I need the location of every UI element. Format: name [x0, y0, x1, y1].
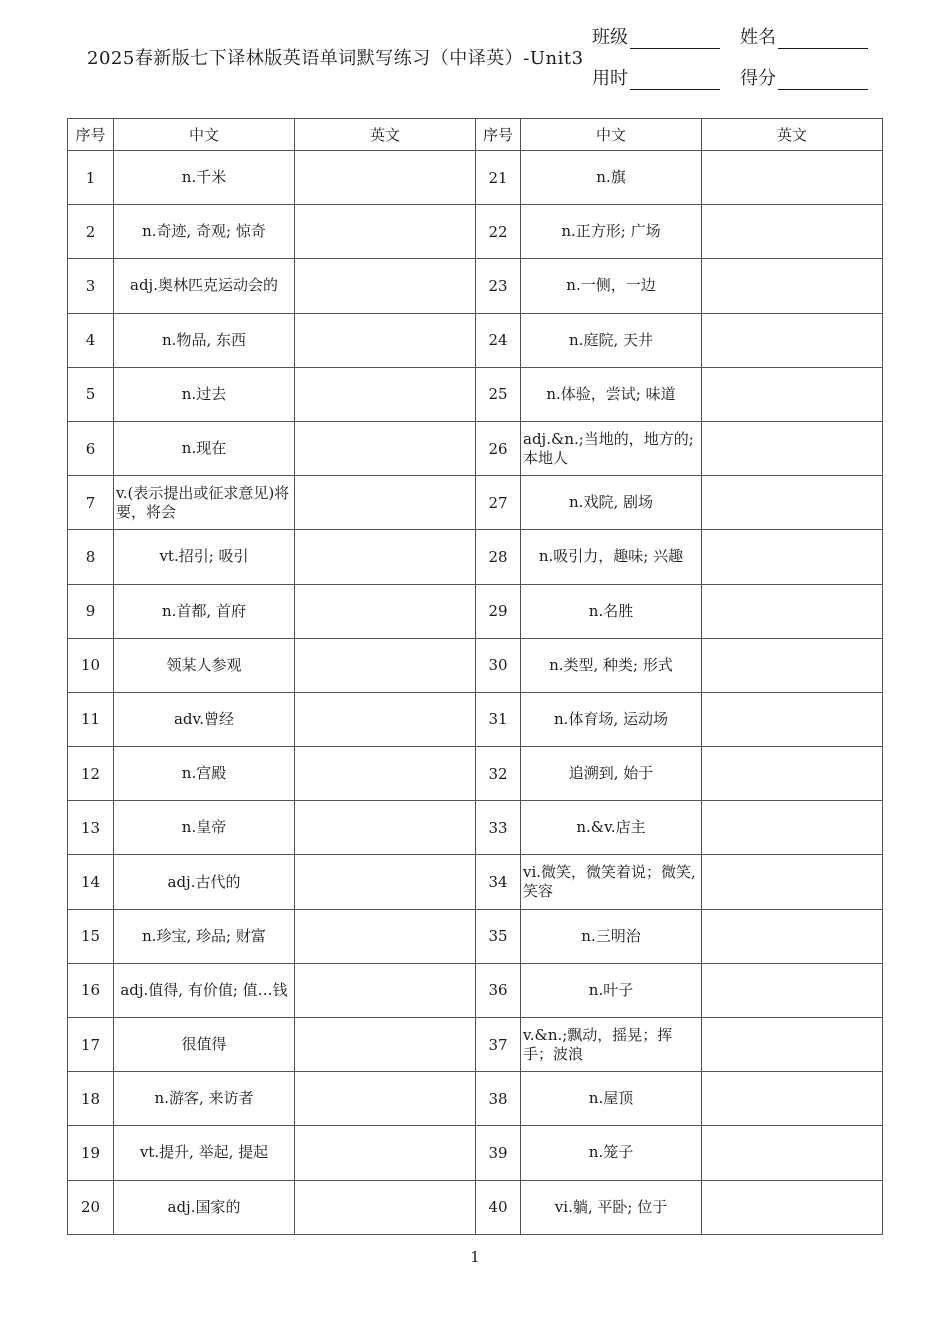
row-number: 10 — [68, 638, 114, 692]
english-answer-cell[interactable] — [702, 421, 883, 475]
vocabulary-table — [67, 118, 883, 1235]
table-row — [68, 313, 883, 367]
chinese-prompt: n.体验，尝试; 味道 — [521, 367, 702, 421]
english-answer-cell[interactable] — [295, 909, 476, 963]
chinese-prompt: 追溯到, 始于 — [521, 747, 702, 801]
chinese-prompt: n.&v.店主 — [521, 801, 702, 855]
name-field — [740, 23, 868, 49]
chinese-prompt: v.(表示提出或征求意见)将要，将会 — [114, 476, 295, 530]
table-row — [68, 801, 883, 855]
time-label: 用时 — [592, 68, 628, 89]
english-answer-cell[interactable] — [702, 963, 883, 1017]
row-number: 4 — [68, 313, 114, 367]
row-number: 37 — [476, 1018, 521, 1072]
col-header-english: 英文 — [702, 119, 883, 151]
chinese-prompt: n.屋顶 — [521, 1072, 702, 1126]
score-blank-line[interactable] — [778, 71, 868, 90]
chinese-prompt: n.类型, 种类; 形式 — [521, 638, 702, 692]
english-answer-cell[interactable] — [295, 205, 476, 259]
col-header-number: 序号 — [476, 119, 521, 151]
table-row — [68, 692, 883, 746]
english-answer-cell[interactable] — [295, 421, 476, 475]
table-header-row — [68, 119, 883, 151]
english-answer-cell[interactable] — [702, 1180, 883, 1234]
english-answer-cell[interactable] — [295, 747, 476, 801]
col-header-english: 英文 — [295, 119, 476, 151]
chinese-prompt: n.宫殿 — [114, 747, 295, 801]
row-number: 21 — [476, 151, 521, 205]
row-number: 40 — [476, 1180, 521, 1234]
chinese-prompt: n.奇迹, 奇观; 惊奇 — [114, 205, 295, 259]
row-number: 28 — [476, 530, 521, 584]
english-answer-cell[interactable] — [295, 530, 476, 584]
english-answer-cell[interactable] — [702, 313, 883, 367]
row-number: 16 — [68, 963, 114, 1017]
col-header-number: 序号 — [68, 119, 114, 151]
score-field — [740, 64, 868, 90]
score-label: 得分 — [740, 68, 776, 89]
table-row — [68, 963, 883, 1017]
table-row — [68, 367, 883, 421]
row-number: 9 — [68, 584, 114, 638]
row-number: 33 — [476, 801, 521, 855]
row-number: 1 — [68, 151, 114, 205]
chinese-prompt: n.叶子 — [521, 963, 702, 1017]
row-number: 12 — [68, 747, 114, 801]
english-answer-cell[interactable] — [702, 1126, 883, 1180]
row-number: 25 — [476, 367, 521, 421]
table-row — [68, 259, 883, 313]
row-number: 13 — [68, 801, 114, 855]
row-number: 39 — [476, 1126, 521, 1180]
row-number: 27 — [476, 476, 521, 530]
english-answer-cell[interactable] — [702, 638, 883, 692]
table-row — [68, 205, 883, 259]
chinese-prompt: adj.国家的 — [114, 1180, 295, 1234]
chinese-prompt: n.珍宝, 珍品; 财富 — [114, 909, 295, 963]
row-number: 38 — [476, 1072, 521, 1126]
english-answer-cell[interactable] — [295, 855, 476, 909]
chinese-prompt: adj.奥林匹克运动会的 — [114, 259, 295, 313]
class-label: 班级 — [592, 27, 628, 48]
table-row — [68, 747, 883, 801]
chinese-prompt: n.旗 — [521, 151, 702, 205]
chinese-prompt: v.&n.;飘动，摇晃；挥手；波浪 — [521, 1018, 702, 1072]
chinese-prompt: vt.招引; 吸引 — [114, 530, 295, 584]
english-answer-cell[interactable] — [295, 1018, 476, 1072]
chinese-prompt: adv.曾经 — [114, 692, 295, 746]
english-answer-cell[interactable] — [295, 801, 476, 855]
table-row — [68, 421, 883, 475]
english-answer-cell[interactable] — [295, 259, 476, 313]
row-number: 11 — [68, 692, 114, 746]
english-answer-cell[interactable] — [702, 584, 883, 638]
english-answer-cell[interactable] — [702, 476, 883, 530]
english-answer-cell[interactable] — [295, 367, 476, 421]
time-field — [592, 64, 720, 90]
row-number: 8 — [68, 530, 114, 584]
english-answer-cell[interactable] — [702, 747, 883, 801]
english-answer-cell[interactable] — [295, 584, 476, 638]
row-number: 18 — [68, 1072, 114, 1126]
table-row — [68, 855, 883, 909]
table-row — [68, 638, 883, 692]
chinese-prompt: n.吸引力，趣味; 兴趣 — [521, 530, 702, 584]
row-number: 30 — [476, 638, 521, 692]
chinese-prompt: adj.&n.;当地的，地方的; 本地人 — [521, 421, 702, 475]
row-number: 29 — [476, 584, 521, 638]
row-number: 19 — [68, 1126, 114, 1180]
row-number: 23 — [476, 259, 521, 313]
english-answer-cell[interactable] — [295, 1180, 476, 1234]
chinese-prompt: adj.值得, 有价值; 值…钱 — [114, 963, 295, 1017]
chinese-prompt: n.千米 — [114, 151, 295, 205]
english-answer-cell[interactable] — [702, 692, 883, 746]
row-number: 31 — [476, 692, 521, 746]
chinese-prompt: n.体育场, 运动场 — [521, 692, 702, 746]
english-answer-cell[interactable] — [702, 367, 883, 421]
name-blank-line[interactable] — [778, 30, 868, 49]
chinese-prompt: n.现在 — [114, 421, 295, 475]
english-answer-cell[interactable] — [295, 313, 476, 367]
english-answer-cell[interactable] — [702, 1018, 883, 1072]
chinese-prompt: 很值得 — [114, 1018, 295, 1072]
row-number: 24 — [476, 313, 521, 367]
row-number: 32 — [476, 747, 521, 801]
table-row — [68, 1180, 883, 1234]
class-blank-line[interactable] — [630, 30, 720, 49]
row-number: 34 — [476, 855, 521, 909]
row-number: 14 — [68, 855, 114, 909]
col-header-chinese: 中文 — [114, 119, 295, 151]
chinese-prompt: n.三明治 — [521, 909, 702, 963]
chinese-prompt: n.一侧，一边 — [521, 259, 702, 313]
chinese-prompt: n.过去 — [114, 367, 295, 421]
row-number: 5 — [68, 367, 114, 421]
chinese-prompt: n.物品, 东西 — [114, 313, 295, 367]
chinese-prompt: adj.古代的 — [114, 855, 295, 909]
table-row — [68, 530, 883, 584]
chinese-prompt: vi.微笑，微笑着说；微笑, 笑容 — [521, 855, 702, 909]
chinese-prompt: vi.躺, 平卧; 位于 — [521, 1180, 702, 1234]
row-number: 20 — [68, 1180, 114, 1234]
chinese-prompt: n.皇帝 — [114, 801, 295, 855]
table-row — [68, 1018, 883, 1072]
chinese-prompt: vt.提升, 举起, 提起 — [114, 1126, 295, 1180]
row-number: 17 — [68, 1018, 114, 1072]
english-answer-cell[interactable] — [702, 151, 883, 205]
chinese-prompt: n.正方形; 广场 — [521, 205, 702, 259]
chinese-prompt: n.首都, 首府 — [114, 584, 295, 638]
english-answer-cell[interactable] — [295, 1072, 476, 1126]
english-answer-cell[interactable] — [295, 638, 476, 692]
table-row — [68, 476, 883, 530]
table-row — [68, 151, 883, 205]
time-blank-line[interactable] — [630, 71, 720, 90]
row-number: 26 — [476, 421, 521, 475]
chinese-prompt: 领某人参观 — [114, 638, 295, 692]
english-answer-cell[interactable] — [702, 1072, 883, 1126]
table-row — [68, 1126, 883, 1180]
english-answer-cell[interactable] — [702, 855, 883, 909]
class-field — [592, 23, 720, 49]
row-number: 6 — [68, 421, 114, 475]
english-answer-cell[interactable] — [295, 963, 476, 1017]
english-answer-cell[interactable] — [702, 801, 883, 855]
name-label: 姓名 — [740, 27, 776, 48]
english-answer-cell[interactable] — [702, 259, 883, 313]
english-answer-cell[interactable] — [295, 1126, 476, 1180]
worksheet-title: 2025春新版七下译林版英语单词默写练习（中译英）-Unit3 — [87, 48, 584, 69]
english-answer-cell[interactable] — [702, 205, 883, 259]
row-number: 3 — [68, 259, 114, 313]
english-answer-cell[interactable] — [295, 476, 476, 530]
col-header-chinese: 中文 — [521, 119, 702, 151]
chinese-prompt: n.名胜 — [521, 584, 702, 638]
chinese-prompt: n.游客, 来访者 — [114, 1072, 295, 1126]
chinese-prompt: n.笼子 — [521, 1126, 702, 1180]
table-row — [68, 584, 883, 638]
english-answer-cell[interactable] — [702, 909, 883, 963]
english-answer-cell[interactable] — [702, 530, 883, 584]
english-answer-cell[interactable] — [295, 151, 476, 205]
english-answer-cell[interactable] — [295, 692, 476, 746]
row-number: 35 — [476, 909, 521, 963]
page-number: 1 — [470, 1248, 480, 1266]
table-row — [68, 1072, 883, 1126]
row-number: 2 — [68, 205, 114, 259]
row-number: 22 — [476, 205, 521, 259]
row-number: 7 — [68, 476, 114, 530]
row-number: 36 — [476, 963, 521, 1017]
row-number: 15 — [68, 909, 114, 963]
table-row — [68, 909, 883, 963]
chinese-prompt: n.庭院, 天井 — [521, 313, 702, 367]
chinese-prompt: n.戏院, 剧场 — [521, 476, 702, 530]
